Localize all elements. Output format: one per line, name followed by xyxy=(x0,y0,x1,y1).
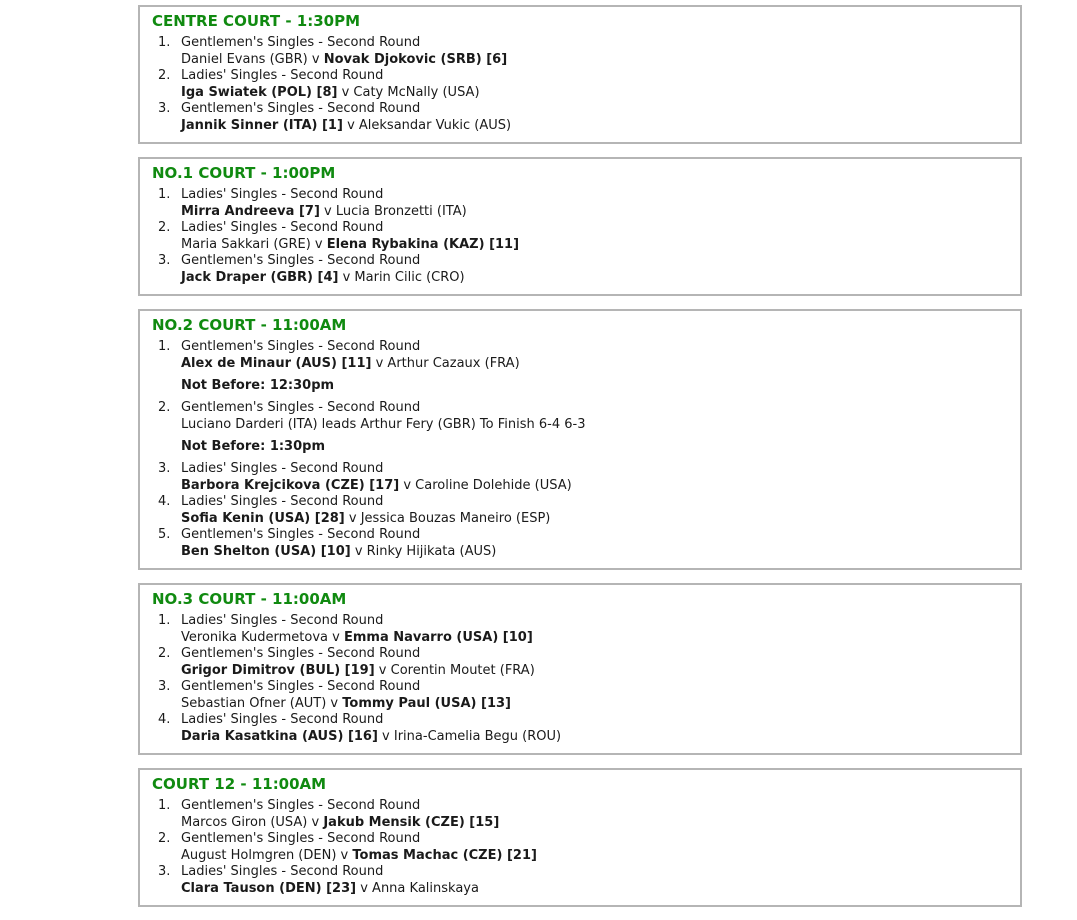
not-before-note: Not Before: 1:30pm xyxy=(181,439,326,454)
match-number: 3. xyxy=(158,461,171,476)
match-item xyxy=(152,831,1008,864)
player-text: Veronika Kudermetova v xyxy=(181,629,344,645)
court-title: NO.3 COURT - 11:00AM xyxy=(152,590,347,608)
match-number: 1. xyxy=(158,613,171,628)
match-number: 4. xyxy=(158,494,171,509)
match-round: Gentlemen's Singles - Second Round xyxy=(181,798,421,813)
match-round: Gentlemen's Singles - Second Round xyxy=(181,253,421,268)
match-players xyxy=(181,729,1008,746)
player-text: v Marin Cilic (CRO) xyxy=(338,269,465,285)
court-title: NO.2 COURT - 11:00AM xyxy=(152,316,347,334)
match-players xyxy=(181,511,1008,528)
match-number: 2. xyxy=(158,400,171,415)
match-players xyxy=(181,663,1008,680)
match-item xyxy=(152,527,1008,560)
match-players xyxy=(181,204,1008,221)
court-title: NO.1 COURT - 1:00PM xyxy=(152,164,336,182)
player-name-bold: Jakub Mensik (CZE) [15] xyxy=(323,814,500,830)
player-name-bold: Elena Rybakina (KAZ) [11] xyxy=(326,236,520,252)
match-number: 2. xyxy=(158,220,171,235)
player-name-bold: Mirra Andreeva [7] xyxy=(181,203,320,219)
match-number: 2. xyxy=(158,68,171,83)
player-text: v Jessica Bouzas Maneiro (ESP) xyxy=(344,510,551,526)
player-name-bold: Tomas Machac (CZE) [21] xyxy=(352,847,537,863)
player-text: v Lucia Bronzetti (ITA) xyxy=(319,203,467,219)
match-players xyxy=(181,118,1008,135)
match-players xyxy=(181,478,1008,495)
player-name-bold: Sofia Kenin (USA) [28] xyxy=(181,510,345,526)
player-text: v Aleksandar Vukic (AUS) xyxy=(342,117,512,133)
match-item xyxy=(152,253,1008,286)
player-name-bold: Tommy Paul (USA) [13] xyxy=(342,695,511,711)
match-number: 1. xyxy=(158,35,171,50)
match-number: 1. xyxy=(158,339,171,354)
match-round: Ladies' Singles - Second Round xyxy=(181,613,384,628)
match-item xyxy=(152,339,1008,372)
match-number: 3. xyxy=(158,101,171,116)
match-players xyxy=(181,85,1008,102)
player-text: Daniel Evans (GBR) xyxy=(181,51,308,67)
player-text: v Rinky Hijikata (AUS) xyxy=(350,543,497,559)
match-item xyxy=(152,400,1008,433)
player-text: v Caroline Dolehide (USA) xyxy=(399,477,572,493)
player-name-bold: Clara Tauson (DEN) [23] xyxy=(181,880,357,896)
match-item xyxy=(152,68,1008,101)
player-name-bold: Barbora Krejcikova (CZE) [17] xyxy=(181,477,400,493)
match-round: Gentlemen's Singles - Second Round xyxy=(181,339,421,354)
match-players xyxy=(181,815,1008,832)
court-section xyxy=(138,157,1022,296)
match-number: 1. xyxy=(158,187,171,202)
match-round: Ladies' Singles - Second Round xyxy=(181,461,384,476)
match-number: 3. xyxy=(158,679,171,694)
match-item xyxy=(152,613,1008,646)
order-of-play xyxy=(138,5,1022,920)
player-name-bold: Grigor Dimitrov (BUL) [19] xyxy=(181,662,375,678)
player-name-bold: Daria Kasatkina (AUS) [16] xyxy=(181,728,378,744)
match-round: Ladies' Singles - Second Round xyxy=(181,494,384,509)
match-item xyxy=(152,864,1008,897)
match-round: Ladies' Singles - Second Round xyxy=(181,187,384,202)
player-text: v Corentin Moutet (FRA) xyxy=(374,662,535,678)
match-item xyxy=(152,101,1008,134)
player-text: v Caty McNally (USA) xyxy=(337,84,480,100)
match-number: 2. xyxy=(158,831,171,846)
not-before-note: Not Before: 12:30pm xyxy=(181,378,335,393)
match-item xyxy=(152,679,1008,712)
match-item xyxy=(152,461,1008,494)
match-players xyxy=(181,630,1008,647)
match-number: 3. xyxy=(158,253,171,268)
player-text: August Holmgren (DEN) v xyxy=(181,847,353,863)
match-number: 3. xyxy=(158,864,171,879)
player-text: v Irina-Camelia Begu (ROU) xyxy=(377,728,562,744)
player-text: Sebastian Ofner (AUT) v xyxy=(181,695,343,711)
player-text: v Anna Kalinskaya xyxy=(356,880,479,896)
match-item xyxy=(152,798,1008,831)
player-name-bold: Jannik Sinner (ITA) [1] xyxy=(181,117,343,133)
match-round: Ladies' Singles - Second Round xyxy=(181,220,384,235)
match-item xyxy=(152,712,1008,745)
match-number: 4. xyxy=(158,712,171,727)
match-number: 1. xyxy=(158,798,171,813)
court-section xyxy=(138,583,1022,755)
player-name-bold: Iga Swiatek (POL) [8] xyxy=(181,84,338,100)
court-title: COURT 12 - 11:00AM xyxy=(152,775,327,793)
match-players xyxy=(181,270,1008,287)
match-item xyxy=(152,187,1008,220)
match-players xyxy=(181,544,1008,561)
player-name-bold: Ben Shelton (USA) [10] xyxy=(181,543,351,559)
match-round: Gentlemen's Singles - Second Round xyxy=(181,831,421,846)
player-name-bold: Emma Navarro (USA) [10] xyxy=(343,629,533,645)
match-round: Gentlemen's Singles - Second Round xyxy=(181,101,421,116)
player-name-bold: Novak Djokovic (SRB) [6] xyxy=(323,51,508,67)
court-title: CENTRE COURT - 1:30PM xyxy=(152,12,361,30)
match-players xyxy=(181,237,1008,254)
player-name-bold: Alex de Minaur (AUS) [11] xyxy=(181,355,372,371)
player-text: Luciano Darderi (ITA) leads Arthur Fery (GBR) To Finish 6-4 6-3 xyxy=(181,416,586,432)
match-round: Ladies' Singles - Second Round xyxy=(181,864,384,879)
match-round: Gentlemen's Singles - Second Round xyxy=(181,35,421,50)
match-item xyxy=(152,646,1008,679)
match-round: Ladies' Singles - Second Round xyxy=(181,68,384,83)
match-number: 2. xyxy=(158,646,171,661)
court-section xyxy=(138,768,1022,907)
court-section xyxy=(138,5,1022,144)
match-round: Gentlemen's Singles - Second Round xyxy=(181,400,421,415)
match-item xyxy=(152,220,1008,253)
match-round: Gentlemen's Singles - Second Round xyxy=(181,679,421,694)
match-round: Gentlemen's Singles - Second Round xyxy=(181,646,421,661)
match-item xyxy=(152,35,1008,68)
player-text: v Arthur Cazaux (FRA) xyxy=(371,355,520,371)
match-players xyxy=(181,696,1008,713)
court-section xyxy=(138,309,1022,570)
match-round: Gentlemen's Singles - Second Round xyxy=(181,527,421,542)
match-round: Ladies' Singles - Second Round xyxy=(181,712,384,727)
player-text: v xyxy=(307,51,324,67)
player-text: Maria Sakkari (GRE) v xyxy=(181,236,327,252)
match-number: 5. xyxy=(158,527,171,542)
player-name-bold: Jack Draper (GBR) [4] xyxy=(181,269,339,285)
match-item xyxy=(152,494,1008,527)
player-text: Marcos Giron (USA) v xyxy=(181,814,324,830)
match-players xyxy=(181,417,1008,434)
match-players xyxy=(181,356,1008,373)
match-players xyxy=(181,52,1008,69)
match-players xyxy=(181,848,1008,865)
